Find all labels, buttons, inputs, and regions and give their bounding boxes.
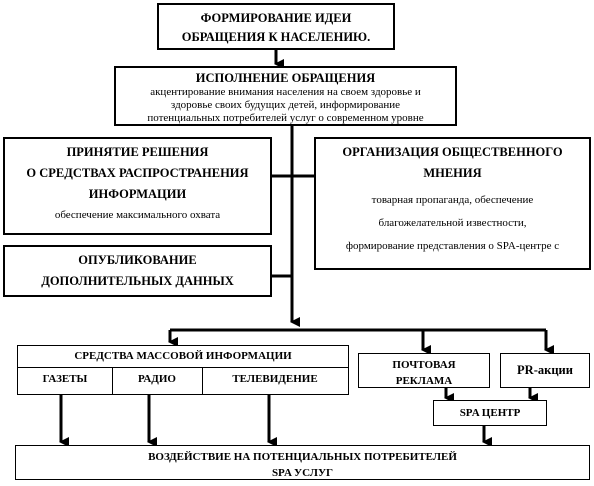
idea-line2: ОБРАЩЕНИЯ К НАСЕЛЕНИЮ. [181,30,371,44]
execution-line2: здоровье своих будущих детей, информирование [170,99,401,111]
media-divider [18,367,348,368]
decision-line4: обеспечение максимального охвата [54,209,221,221]
opinion-line2: МНЕНИЯ [423,166,482,180]
opinion-line4: благожелательной известности, [378,217,527,229]
decision-line1: ПРИНЯТИЕ РЕШЕНИЯ [66,145,209,159]
execution-title: ИСПОЛНЕНИЕ ОБРАЩЕНИЯ [195,71,376,85]
idea-box [157,3,395,50]
opinion-line1: ОРГАНИЗАЦИЯ ОБЩЕСТВЕННОГО [342,145,563,159]
spa-label: SPA ЦЕНТР [459,407,521,419]
impact-box [15,445,590,480]
media-item-radio: РАДИО [138,373,176,385]
execution-box [114,66,457,126]
execution-line3: потенциальных потребителей услуг о современном уровне [147,112,424,124]
pr-label: PR-акции [517,363,573,377]
opinion-box [314,137,591,270]
publish-line2: ДОПОЛНИТЕЛЬНЫХ ДАННЫХ [41,274,234,288]
opinion-line3: товарная пропаганда, обеспечение [371,194,534,206]
mail-box [358,353,490,388]
idea-line1: ФОРМИРОВАНИЕ ИДЕИ [200,11,352,25]
mail-line1: ПОЧТОВАЯ [392,359,456,371]
media-title: СРЕДСТВА МАССОВОЙ ИНФОРМАЦИИ [74,350,292,362]
decision-line3: ИНФОРМАЦИИ [88,187,187,201]
impact-line1: ВОЗДЕЙСТВИЕ НА ПОТЕНЦИАЛЬНЫХ ПОТРЕБИТЕЛЕЙ [148,451,457,463]
media-box [17,345,349,395]
spa-box [433,400,547,426]
publish-box [3,245,272,297]
impact-line2: SPA УСЛУГ [271,467,334,479]
decision-box [3,137,272,235]
execution-line1: акцентирование внимания населения на своем здоровье и [150,86,421,98]
decision-line2: О СРЕДСТВАХ РАСПРОСТРАНЕНИЯ [26,166,249,180]
pr-box [500,353,590,388]
mail-line2: РЕКЛАМА [395,375,453,387]
publish-line1: ОПУБЛИКОВАНИЕ [78,253,197,267]
media-item-tv: ТЕЛЕВИДЕНИЕ [232,373,318,385]
opinion-line5: формирование представления о SPA-центре с [345,240,560,252]
media-item-newspapers: ГАЗЕТЫ [42,373,88,385]
